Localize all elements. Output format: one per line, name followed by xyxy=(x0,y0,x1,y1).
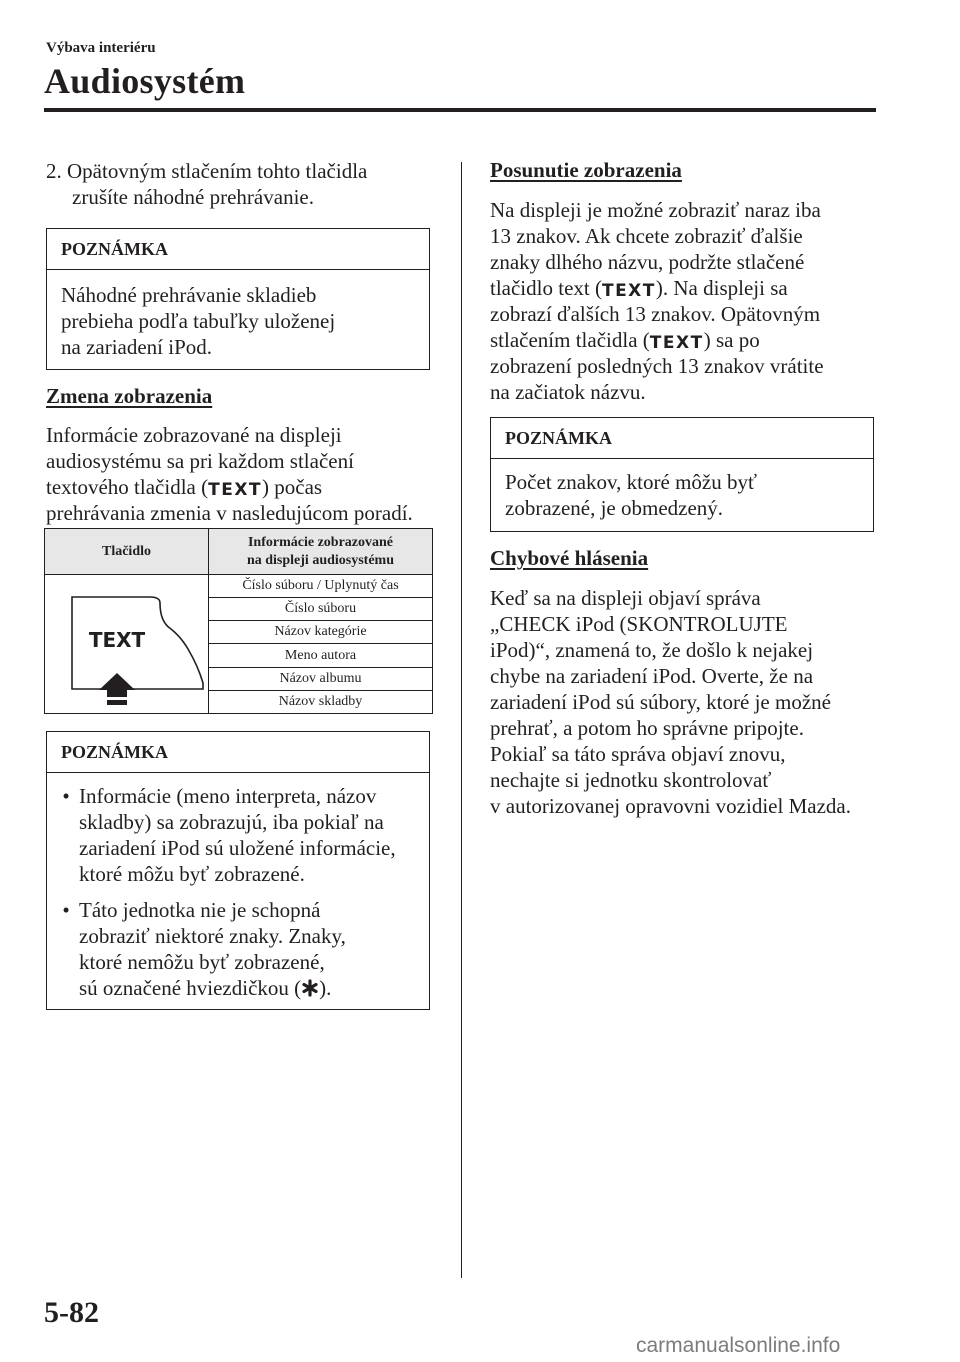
para-text: ) počas xyxy=(262,475,323,499)
bullet-item xyxy=(53,897,415,1001)
table-header-button: Tlačidlo xyxy=(45,529,209,575)
table-cell: Meno autora xyxy=(209,644,433,667)
note-body xyxy=(491,459,873,521)
bullet-line: ktoré nemôžu byť zobrazené, xyxy=(79,950,325,974)
note-line: prebieha podľa tabuľky uloženej xyxy=(61,309,336,333)
para-line-with-key xyxy=(46,474,456,500)
bullet-icon: • xyxy=(62,784,70,808)
para-line: zobrazení posledných 13 znakov vrátite xyxy=(490,354,824,378)
table-cell: Názov albumu xyxy=(209,667,433,690)
heading-display-change: Zmena zobrazenia xyxy=(46,384,213,408)
note-box-shuffle xyxy=(46,228,430,370)
para-line: „CHECK iPod (SKONTROLUJTE xyxy=(490,612,788,636)
bullet-line: ktoré môžu byť zobrazené. xyxy=(79,862,305,886)
table-cell: Názov skladby xyxy=(209,690,433,713)
para-line: Pokiaľ sa táto správa objaví znovu, xyxy=(490,742,786,766)
bullet-text: ). xyxy=(319,976,332,1000)
para-line: zariadení iPod sú súbory, ktoré je možné xyxy=(490,690,831,714)
note-body xyxy=(47,270,429,360)
table-cell: Číslo súboru / Uplynutý čas xyxy=(209,575,433,598)
table-cell: Názov kategórie xyxy=(209,621,433,644)
section-label: Výbava interiéru xyxy=(46,40,156,56)
table-header-row xyxy=(45,529,433,575)
text-button-illustration-cell xyxy=(45,575,209,714)
para-text: ). Na displeji sa xyxy=(655,276,788,300)
step-text-line1: Opätovným stlačením tohto tlačidla xyxy=(67,159,368,183)
watermark: carmanualsonline.info xyxy=(636,1334,841,1357)
bullet-text: sú označené hviezdičkou ( xyxy=(79,976,302,1000)
note-line: Náhodné prehrávanie skladieb xyxy=(61,283,317,307)
text-button-illustration xyxy=(45,575,208,713)
note-line: na zariadení iPod. xyxy=(61,335,213,359)
para-line: chybe na zariadení iPod. Overte, že na xyxy=(490,664,814,688)
heading-error-messages: Chybové hlásenia xyxy=(490,546,649,570)
note-title: POZNÁMKA xyxy=(61,742,168,762)
text-button-icon: TEXT xyxy=(601,281,656,301)
text-button-label: TEXT xyxy=(88,628,146,652)
note-box-char-limit xyxy=(490,417,874,532)
note-line: Počet znakov, ktoré môžu byť xyxy=(505,470,757,494)
column-divider xyxy=(461,162,462,1278)
para-text: ) sa po xyxy=(703,328,760,352)
bullet-line: zobraziť niektoré znaky. Znaky, xyxy=(79,924,346,948)
header-line: na displeji audiosystému xyxy=(246,552,395,568)
page-number: 5-82 xyxy=(44,1296,99,1329)
para-text: tlačidlo text ( xyxy=(490,276,602,300)
para-line-with-key xyxy=(490,327,880,353)
heading-scroll-display: Posunutie zobrazenia xyxy=(490,158,682,182)
para-line-with-key xyxy=(490,275,880,301)
page-title: Audiosystém xyxy=(44,61,246,101)
scroll-paragraph xyxy=(490,197,880,405)
header-line: Informácie zobrazované xyxy=(247,534,394,550)
table-header-info xyxy=(209,529,433,575)
bullet-line: skladby) sa zobrazujú, iba pokiaľ na xyxy=(79,810,384,834)
para-line: audiosystému sa pri každom stlačení xyxy=(46,449,354,473)
para-text: textového tlačidla ( xyxy=(46,475,209,499)
note-body xyxy=(47,773,429,1001)
text-button-icon: TEXT xyxy=(208,480,263,500)
para-line: prehrávania zmenia v nasledujúcom poradí. xyxy=(46,501,413,525)
note-box-info xyxy=(46,731,430,1010)
para-line: Informácie zobrazované na displeji xyxy=(46,423,342,447)
asterisk-icon xyxy=(301,979,319,997)
bullet-line-with-icon xyxy=(79,975,415,1001)
para-line: 13 znakov. Ak chcete zobraziť ďalšie xyxy=(490,224,803,248)
para-line: nechajte si jednotku skontrolovať xyxy=(490,768,772,792)
step-2 xyxy=(46,158,446,210)
text-button-icon: TEXT xyxy=(649,333,704,353)
para-text: stlačením tlačidla ( xyxy=(490,328,650,352)
error-paragraph xyxy=(490,585,890,819)
bullet-item xyxy=(53,783,415,887)
para-line: Na displeji je možné zobraziť naraz iba xyxy=(490,198,821,222)
display-paragraph xyxy=(46,422,456,526)
bullet-line: zariadení iPod sú uložené informácie, xyxy=(79,836,396,860)
bullet-icon: • xyxy=(62,898,70,922)
para-line: prehrať, a potom ho správne pripojte. xyxy=(490,716,804,740)
step-number: 2. xyxy=(46,159,62,183)
table-row xyxy=(45,575,433,598)
step-text-line2: zrušíte náhodné prehrávanie. xyxy=(72,185,314,209)
bullet-line: Táto jednotka nie je schopná xyxy=(79,898,321,922)
note-title: POZNÁMKA xyxy=(505,428,612,448)
table-cell: Číslo súboru xyxy=(209,598,433,621)
para-line: na začiatok názvu. xyxy=(490,380,646,404)
note-line: zobrazené, je obmedzený. xyxy=(505,496,724,520)
para-line: Keď sa na displeji objaví správa xyxy=(490,586,761,610)
para-line: iPod)“, znamená to, že došlo k nejakej xyxy=(490,638,814,662)
para-line: znaky dlhého názvu, podržte stlačené xyxy=(490,250,805,274)
para-line: v autorizovanej opravovni vozidiel Mazda. xyxy=(490,794,851,818)
para-line: zobrazí ďalších 13 znakov. Opätovným xyxy=(490,302,821,326)
display-order-table xyxy=(44,528,433,714)
bullet-line: Informácie (meno interpreta, názov xyxy=(79,784,377,808)
note-title: POZNÁMKA xyxy=(61,239,168,259)
header-rule xyxy=(44,108,876,112)
